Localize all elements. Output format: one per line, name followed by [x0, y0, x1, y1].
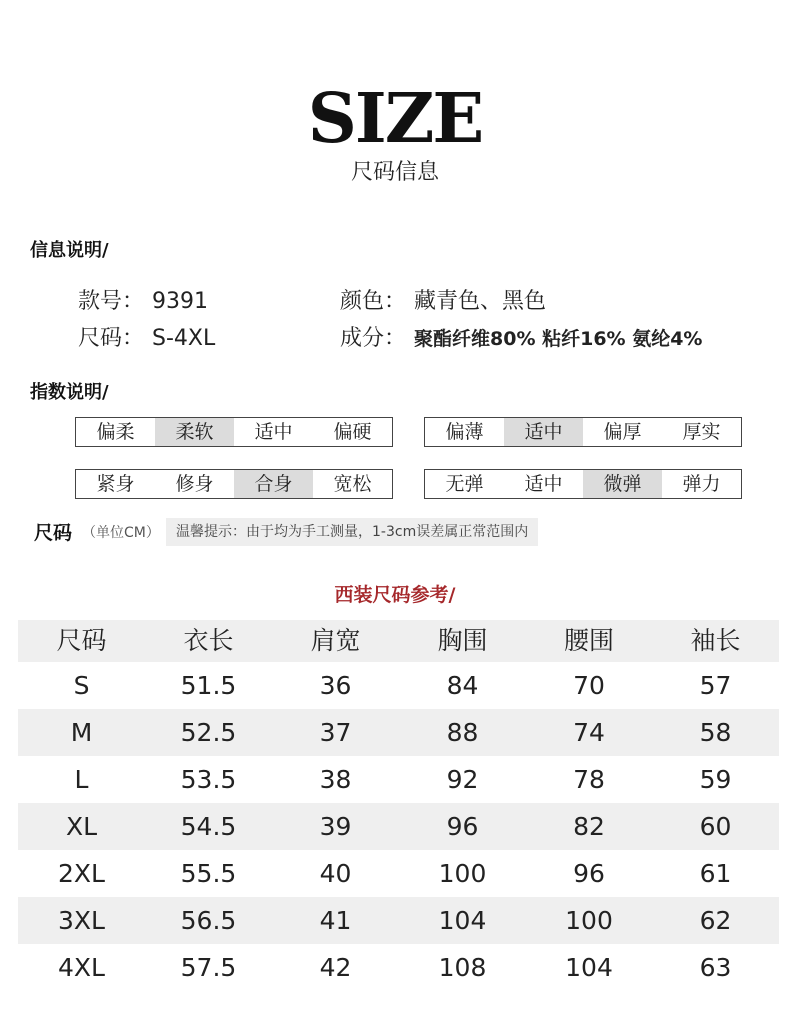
table-cell: XL	[18, 803, 145, 850]
table-cell: 82	[526, 803, 652, 850]
header-length: 衣长	[145, 620, 272, 662]
composition-info	[340, 324, 702, 354]
fit-option-selected: 合身	[234, 470, 313, 498]
table-cell: 58	[652, 709, 779, 756]
table-row	[18, 803, 779, 850]
table-row	[18, 944, 779, 991]
table-cell: 38	[319, 765, 352, 794]
table-cell: 2XL	[58, 859, 105, 888]
table-cell: 56.5	[145, 897, 272, 944]
size-range-label: 尺码：	[78, 326, 145, 351]
table-cell: 54.5	[145, 803, 272, 850]
table-cell: 70	[573, 671, 605, 700]
elasticity-option: 适中	[524, 473, 563, 495]
size-range	[78, 324, 215, 354]
table-cell: 104	[565, 953, 613, 982]
table-cell: 96	[399, 803, 526, 850]
table-cell: 104	[399, 897, 526, 944]
softness-option: 偏柔	[96, 421, 135, 443]
size-table-title: 西装尺码参考/	[334, 584, 456, 606]
table-cell: 62	[652, 897, 779, 944]
table-cell: 51.5	[180, 671, 237, 700]
composition-label: 成分：	[340, 326, 407, 351]
table-cell: 3XL	[18, 897, 145, 944]
table-cell: 92	[446, 765, 479, 794]
measurement-tip: 温馨提示：由于均为手工测量，1-3cm误差属正常范围内	[166, 518, 538, 546]
header-chest: 胸围	[399, 620, 526, 662]
table-cell: 108	[438, 953, 487, 982]
softness-option: 适中	[254, 421, 293, 443]
style-number-value: 9391	[152, 289, 209, 314]
header-sleeve: 袖长	[652, 620, 779, 662]
elasticity-option: 弹力	[682, 473, 721, 495]
table-cell: 60	[652, 803, 779, 850]
table-cell: 36	[319, 671, 352, 700]
table-cell: 57.5	[180, 953, 237, 982]
thickness-option: 偏薄	[445, 421, 484, 443]
table-cell: 84	[446, 671, 479, 700]
table-cell: 100	[526, 897, 652, 944]
table-cell: 37	[272, 709, 399, 756]
color-info	[340, 287, 546, 317]
softness-option: 偏硬	[333, 421, 372, 443]
table-cell: 88	[399, 709, 526, 756]
thickness-scale	[424, 417, 742, 447]
table-cell: 96	[573, 859, 605, 888]
header-shoulder: 肩宽	[272, 620, 399, 662]
table-cell: 52.5	[145, 709, 272, 756]
table-cell: 39	[272, 803, 399, 850]
elasticity-option: 无弹	[445, 473, 484, 495]
table-cell: 74	[526, 709, 652, 756]
composition-value: 聚酯纤维80% 粘纤16% 氨纶4%	[414, 328, 703, 350]
fit-option: 宽松	[333, 473, 372, 495]
size-table-body	[18, 662, 779, 991]
softness-option-selected: 柔软	[155, 418, 234, 446]
page-subtitle: 尺码信息	[350, 160, 439, 185]
table-cell: 53.5	[180, 765, 237, 794]
table-cell: 100	[438, 859, 487, 888]
style-number-label: 款号：	[78, 289, 145, 314]
fit-option: 修身	[175, 473, 214, 495]
table-row	[18, 850, 779, 897]
table-cell: M	[18, 709, 145, 756]
page-title: SIZE	[307, 79, 483, 159]
thickness-option: 偏厚	[603, 421, 642, 443]
header-size: 尺码	[18, 620, 145, 662]
table-cell: 61	[699, 859, 732, 888]
size-range-value: S-4XL	[152, 326, 216, 351]
table-row	[18, 662, 779, 709]
table-cell: 59	[699, 765, 732, 794]
table-cell: S	[73, 671, 90, 700]
table-row	[18, 709, 779, 756]
thickness-option-selected: 适中	[504, 418, 583, 446]
style-number	[78, 287, 208, 317]
softness-scale	[75, 417, 393, 447]
table-cell: 40	[319, 859, 352, 888]
table-cell: 63	[699, 953, 732, 982]
fit-scale	[75, 469, 393, 499]
table-cell: 78	[573, 765, 605, 794]
fit-option: 紧身	[96, 473, 135, 495]
elasticity-option-selected: 微弹	[583, 470, 662, 498]
header-waist: 腰围	[526, 620, 652, 662]
elasticity-scale	[424, 469, 742, 499]
size-note-unit: （单位CM）	[82, 525, 160, 541]
table-cell: 4XL	[58, 953, 105, 982]
size-table-header-row	[18, 620, 779, 662]
size-note-label: 尺码	[34, 522, 73, 544]
color-value: 藏青色、黑色	[414, 289, 547, 314]
size-table	[18, 620, 779, 991]
table-cell: 42	[319, 953, 352, 982]
thickness-option: 厚实	[682, 421, 721, 443]
color-label: 颜色：	[340, 289, 407, 314]
info-heading: 信息说明/	[30, 240, 109, 261]
table-row	[18, 756, 779, 803]
table-cell: 57	[699, 671, 732, 700]
table-cell: 41	[272, 897, 399, 944]
table-cell: L	[74, 765, 89, 794]
table-row	[18, 897, 779, 944]
table-cell: 55.5	[180, 859, 237, 888]
index-heading: 指数说明/	[30, 382, 109, 403]
